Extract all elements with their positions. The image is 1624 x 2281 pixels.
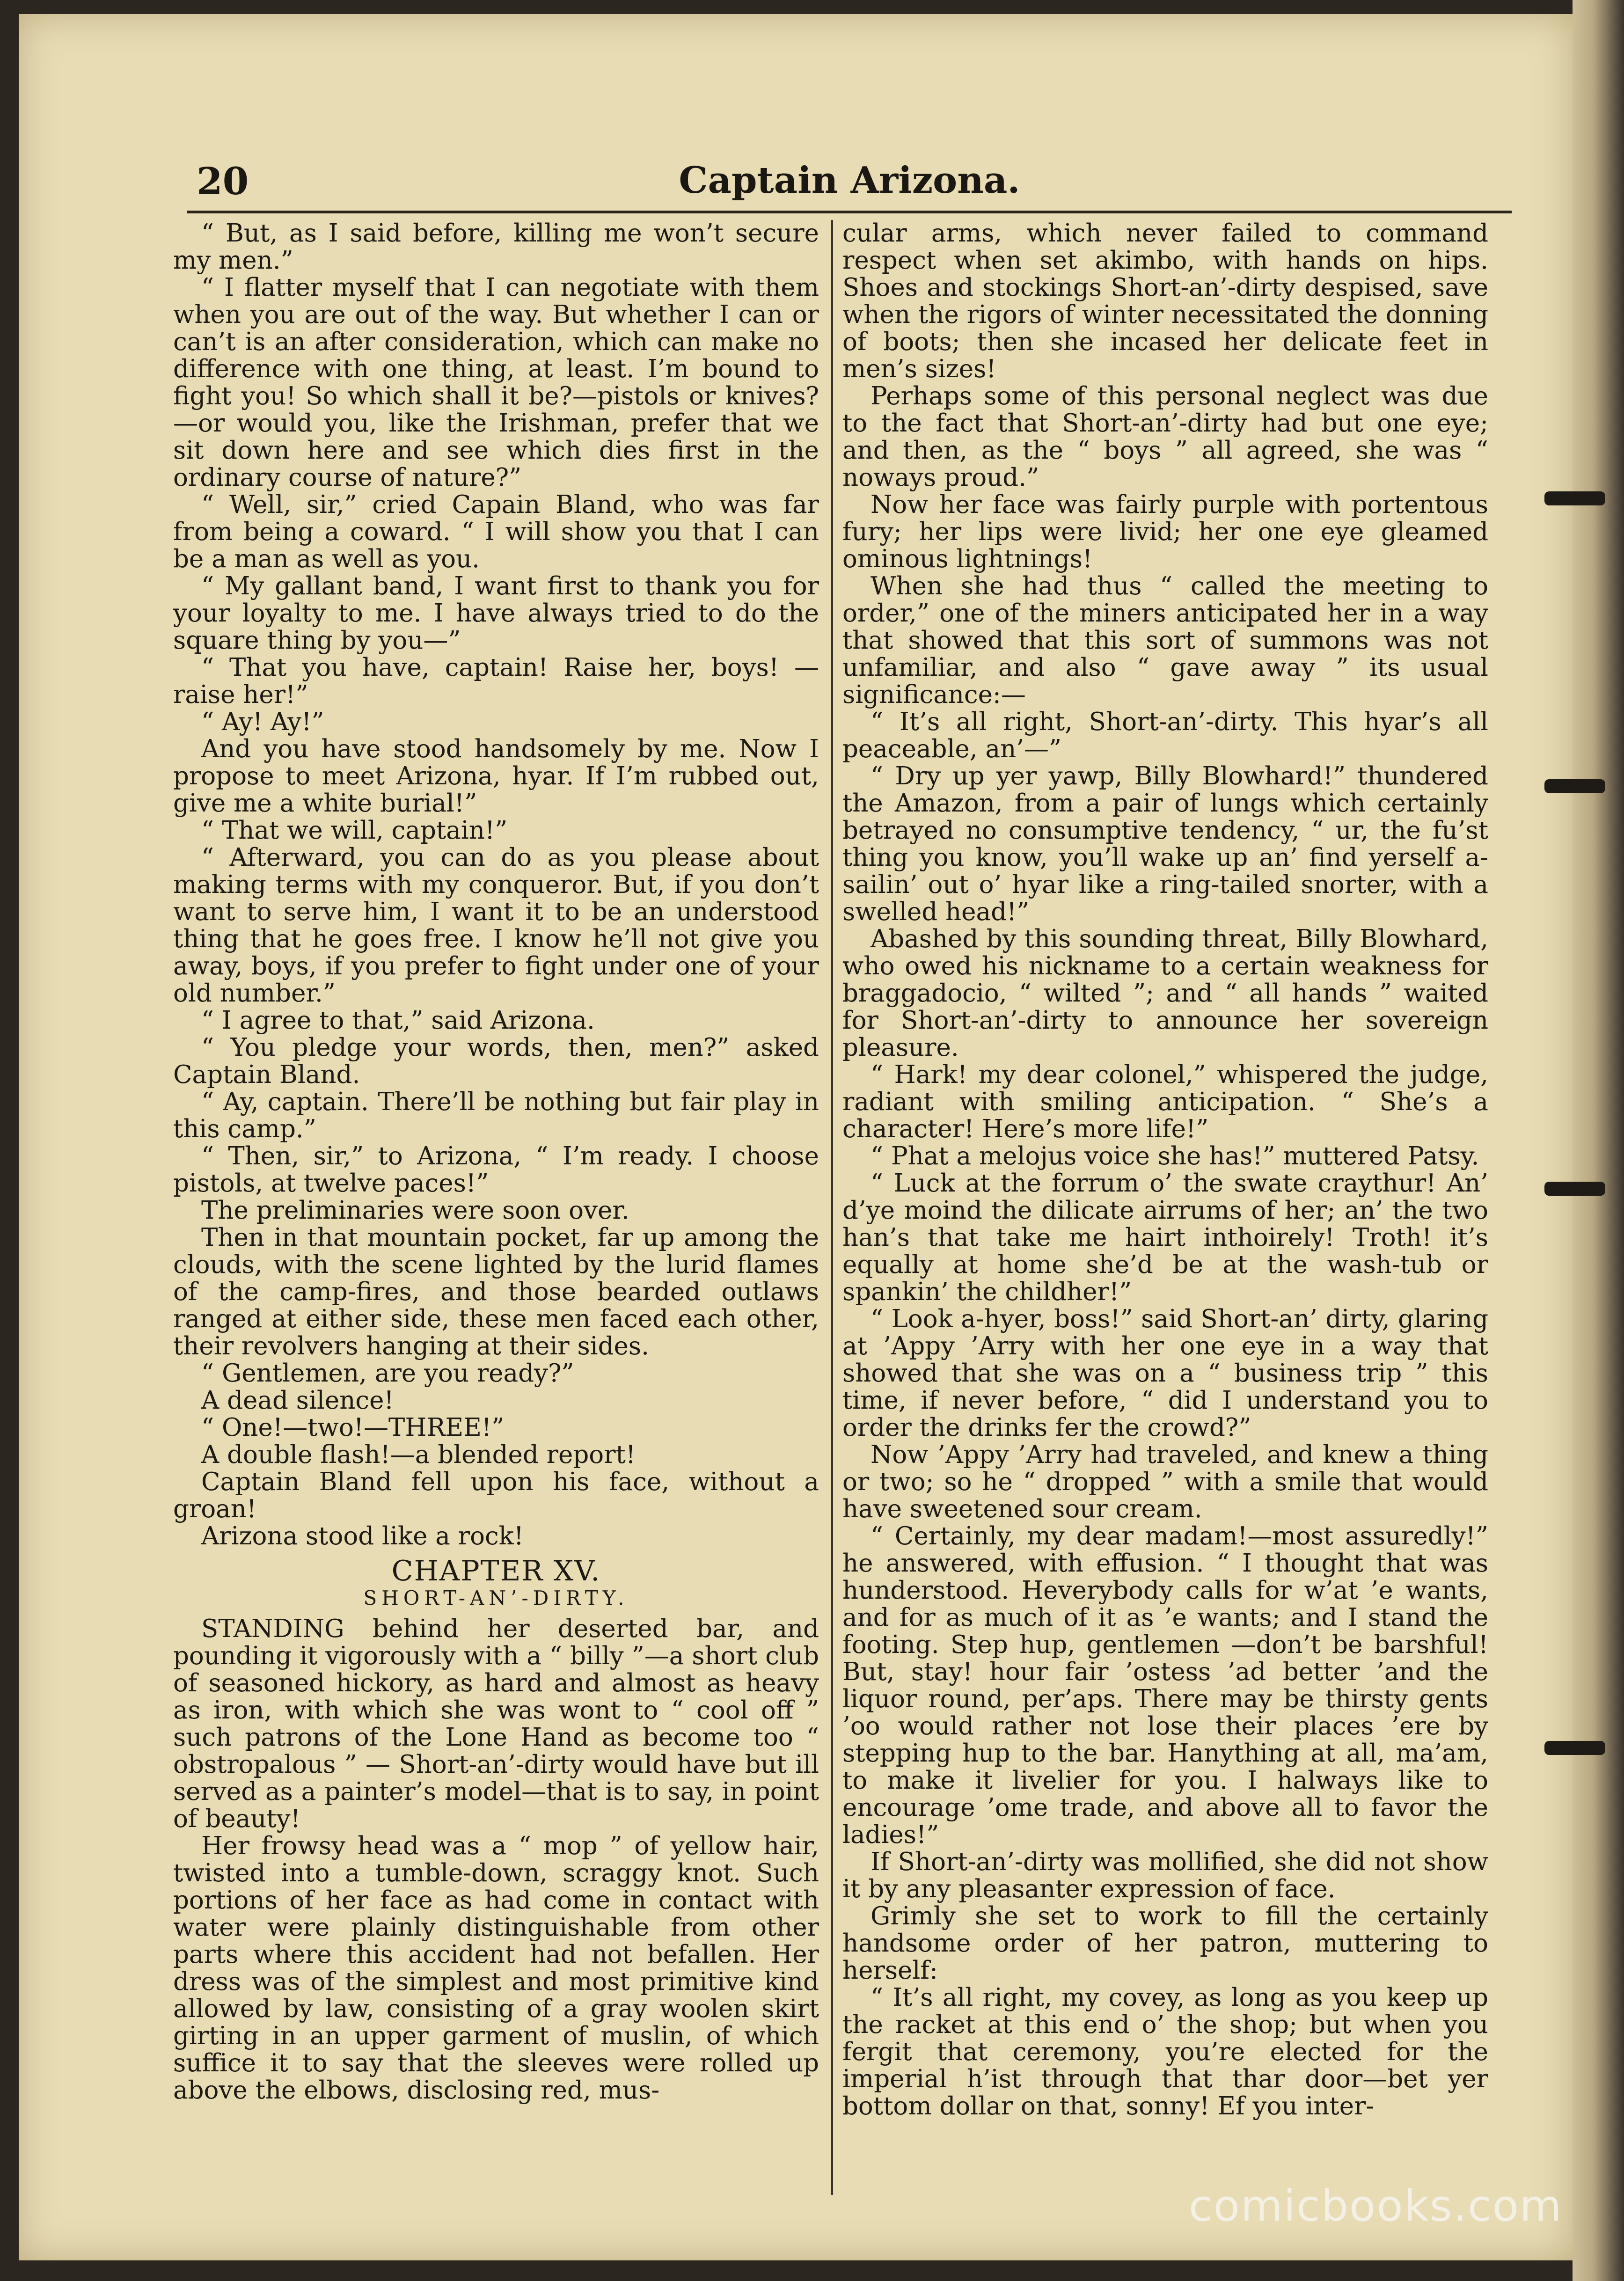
paragraph: A double flash!—a blended report!: [201, 1440, 636, 1469]
binding-staple: [1544, 1741, 1605, 1755]
paragraph: When she had thus “ called the meeting to order,” one of the miners anticipated her in a way that showed that this sort of summons was not unfamiliar, and also “ gave away ” its usual significance:—: [842, 572, 1488, 709]
paragraph: Perhaps some of this personal neglect was due to the fact that Short-an’-dirty had but one eye; and then, as the “ boys ” all agreed, she was “ noways proud.”: [842, 382, 1488, 492]
paragraph: Then in that mountain pocket, far up among the clouds, with the scene lighted by the lurid flames of the camp-fires, and those bearded outlaws ranged at either side, these men faced each other, their revolvers hanging at their sides.: [173, 1223, 819, 1360]
chapter-subtitle: SHORT-AN’-DIRTY.: [363, 1586, 629, 1609]
paragraph: “ Dry up yer yawp, Billy Blowhard!” thundered the Amazon, from a pair of lungs which certainly betrayed no consumptive tendency, “ ur, the fu’st thing you know, you’ll wake up an’ find yerself a-sailin’ out o’ hyar like a ring-tailed snorter, with a swelled head!”: [842, 762, 1488, 926]
paragraph: “ Hark! my dear colonel,” whispered the judge, radiant with smiling anticipation. “ She’s a character! Here’s more life!”: [842, 1060, 1488, 1143]
paragraph: And you have stood handsomely by me. Now I propose to meet Arizona, hyar. If I’m rubbed out, give me a white burial!”: [173, 735, 819, 818]
running-head: Captain Arizona.: [679, 159, 1020, 202]
paragraph: “ Gentlemen, are you ready?”: [201, 1359, 574, 1388]
left-text-before-chapter: [173, 220, 819, 1550]
paragraph: “ I agree to that,” said Arizona.: [201, 1006, 595, 1035]
paragraph: “ But, as I said before, killing me won’t secure my men.”: [173, 220, 819, 275]
page-header: [187, 154, 1512, 213]
paragraph: Abashed by this sounding threat, Billy Blowhard, who owed his nickname to a certain weakness for braggadocio, “ wilted ”; and “ all hands ” waited for Short-an’-dirty to announce her sovereign pleasure.: [842, 925, 1488, 1062]
paragraph: cular arms, which never failed to command respect when set akimbo, with hands on hips. Shoes and stockings Short-an’-dirty despised, save when the rigors of winter necessitated the donning of boots; then she incased her delicate feet in men’s sizes!: [842, 220, 1488, 383]
paragraph: “ One!—two!—THREE!”: [201, 1413, 505, 1442]
paragraph: “ Luck at the forrum o’ the swate craythur! An’ d’ye moind the dilicate airrums of her; an’ the two han’s that take me hairt inthoirely! Troth! it’s equally at home she’d be at the wash-tub or spankin’ the childher!”: [842, 1169, 1488, 1306]
paragraph: “ I flatter myself that I can negotiate with them when you are out of the way. But whether I can or can’t is an after consideration, which can make no difference with one thing, at least. I’m bound to fight you! So which shall it be?—pistols or knives?—or would you, like the Irishman, prefer that we sit down here and see which dies first in the ordinary course of nature?”: [173, 273, 819, 492]
paragraph: A dead silence!: [201, 1386, 394, 1415]
paragraph: Captain Bland fell upon his face, without a groan!: [173, 1468, 819, 1523]
paragraph: “ Ay! Ay!”: [201, 708, 324, 736]
paragraph: Now ’Appy ’Arry had traveled, and knew a thing or two; so he “ dropped ” with a smile that would have sweetened sour cream.: [842, 1440, 1488, 1523]
binding-staple: [1544, 491, 1605, 505]
binding-staple: [1544, 779, 1605, 793]
paragraph: “ My gallant band, I want first to thank you for your loyalty to me. I have always tried to do the square thing by you—”: [173, 572, 819, 655]
paragraph: Now her face was fairly purple with portentous fury; her lips were livid; her one eye gleamed ominous lightnings!: [842, 490, 1488, 573]
paragraph: “ Ay, captain. There’ll be nothing but fair play in this camp.”: [173, 1088, 819, 1143]
left-column: [173, 220, 819, 2204]
right-column: [842, 220, 1488, 2204]
paragraph: “ That we will, captain!”: [201, 816, 508, 845]
paragraph: “ Then, sir,” to Arizona, “ I’m ready. I choose pistols, at twelve paces!”: [173, 1142, 819, 1198]
paragraph: Her frowsy head was a “ mop ” of yellow hair, twisted into a tumble-down, scraggy knot. Such portions of her face as had come in contact with water were plainly distinguishable from other parts where this accident had not befallen. Her dress was of the simplest and most primitive kind allowed by law, consisting of a gray woolen skirt girting in an upper garment of muslin, of which suffice it to say that the sleeves were rolled up above the elbows, disclosing red, mus-: [173, 1832, 819, 2105]
paragraph: “ Certainly, my dear madam!—most assuredly!” he answered, with effusion. “ I thought that was hunderstood. Heverybody calls for w’at ’e wants, and for as much of it as ’e wants; and I stand the footing. Step hup, gentlemen —don’t be barshful! But, stay! hour fair ’ostess ’ad better ’and the liquor round, per’aps. There may be thirsty gents ’oo would rather not lose their places ’ere by stepping hup to the bar. Hanything at all, ma’am, to make it livelier for you. I halways like to encourage ’ome trade, and above all to favor the ladies!”: [842, 1522, 1488, 1849]
site-watermark: comicbooks.com: [1189, 2181, 1563, 2231]
paragraph: “ Well, sir,” cried Capain Bland, who was far from being a coward. “ I will show you that I can be a man as well as you.: [173, 490, 819, 573]
paragraph: Arizona stood like a rock!: [201, 1522, 524, 1550]
paragraph: “ That you have, captain! Raise her, boys! —raise her!”: [173, 653, 819, 709]
left-text-after-chapter: [173, 1616, 819, 2104]
paragraph: Grimly she set to work to fill the certainly handsome order of her patron, muttering to herself:: [842, 1902, 1488, 1985]
paragraph: “ It’s all right, my covey, as long as you keep up the racket at this end o’ the shop; but when you fergit that ceremony, you’re elected for the imperial h’ist through that thar door—bet yer bottom dollar on that, sonny! Ef you inter-: [842, 1983, 1488, 2120]
paragraph: “ Look a-hyer, boss!” said Short-an’ dirty, glaring at ’Appy ’Arry with her one eye in a way that showed that she was on a “ business trip ” this time, if never before, “ did I understand you to order the drinks fer the crowd?”: [842, 1305, 1488, 1442]
paragraph: “ Afterward, you can do as you please about making terms with my conqueror. But, if you don’t want to serve him, I want it to be an understood thing that he goes free. I know he’ll not give you away, boys, if you prefer to fight under one of your old number.”: [173, 843, 819, 1008]
column-divider: [831, 220, 833, 2195]
paragraph: “ It’s all right, Short-an’-dirty. This hyar’s all peaceable, an’—”: [842, 708, 1488, 763]
page-number: 20: [197, 159, 249, 203]
paragraph: “ Phat a melojus voice she has!” muttered Patsy.: [871, 1142, 1479, 1170]
binding-staple: [1544, 1182, 1605, 1196]
paragraph: If Short-an’-dirty was mollified, she did not show it by any pleasanter expression of face.: [842, 1848, 1488, 1903]
chapter-title: CHAPTER XV.: [391, 1555, 601, 1587]
paragraph: “ You pledge your words, then, men?” asked Captain Bland.: [173, 1033, 819, 1089]
paragraph: The preliminaries were soon over.: [201, 1196, 629, 1225]
page-edge: [1573, 0, 1624, 2281]
paragraph: STANDING behind her deserted bar, and pounding it vigorously with a “ billy ”—a short club of seasoned hickory, as hard and almost as heavy as iron, with which she was wont to “ cool off ” such patrons of the Lone Hand as become too “ obstropalous ” — Short-an’-dirty would have but ill served as a painter’s model—that is to say, in point of beauty!: [173, 1615, 819, 1833]
